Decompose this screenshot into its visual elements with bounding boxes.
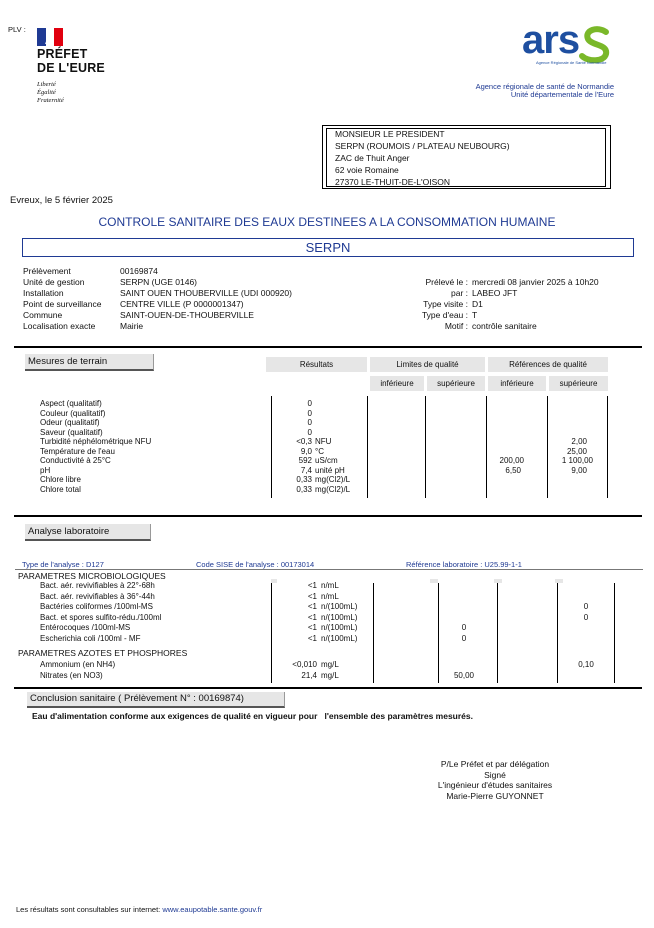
motto [37, 81, 64, 105]
recipient-address [335, 128, 510, 188]
param-ref-sup: 9,00 [571, 465, 587, 475]
param-unit: n/(100mL) [321, 623, 358, 632]
info-label: Type d'eau : [421, 310, 468, 320]
recipient-line: 27370 LE-THUIT-DE-L'OISON [335, 177, 450, 187]
signature-line: Marie-Pierre GUYONNET [446, 790, 544, 801]
terrain-col-refs: Références de qualité [488, 357, 608, 372]
marker [494, 579, 502, 583]
recipient-line: 62 voie Romaine [335, 165, 399, 175]
param-ref-sup: 0 [583, 602, 589, 611]
section-divider [14, 515, 642, 517]
info-value: SAINT-OUEN-DE-THOUBERVILLE [120, 310, 254, 320]
info-value: D1 [472, 299, 483, 309]
terrain-sub-lim-sup: supérieure [427, 376, 485, 391]
param-name: pH [40, 465, 51, 475]
param-name: Bact. aér. revivifiables à 22°-68h [40, 581, 155, 590]
info-value: mercredi 08 janvier 2025 à 10h20 [472, 277, 599, 287]
signature-line: L'ingénieur d'études sanitaires [437, 780, 553, 790]
terrain-col-results: Résultats [266, 357, 367, 372]
param-unit: n/mL [321, 581, 339, 590]
info-label: Type visite : [423, 299, 468, 309]
param-result: 7,4 [300, 465, 312, 475]
param-result: 0 [307, 408, 312, 418]
footer-link[interactable]: www.eaupotable.sante.gouv.fr [162, 905, 263, 914]
labo-col-rule [497, 583, 498, 683]
terrain-col-rule [425, 396, 426, 498]
param-result: 0 [307, 418, 312, 427]
param-lim-sup: 0 [461, 633, 467, 643]
info-value: CENTRE VILLE (P 0000001347) [120, 299, 244, 309]
param-name: Nitrates (en NO3) [40, 670, 103, 680]
param-result: 0 [307, 427, 312, 437]
terrain-section-title: Mesures de terrain [25, 354, 154, 371]
param-name: Saveur (qualitatif) [40, 427, 103, 437]
ars-logo-text: ars [522, 18, 580, 62]
param-ref-sup: 1 100,00 [561, 456, 593, 465]
agency-line1: Agence régionale de santé de Normandie [475, 82, 614, 91]
labo-group-title: PARAMETRES MICROBIOLOGIQUES [18, 571, 166, 581]
ars-logo [522, 18, 614, 72]
date-line: Evreux, le 5 février 2025 [10, 195, 113, 206]
conclusion-section-title: Conclusion sanitaire ( Prélèvement N° : 00169874) [27, 692, 285, 708]
footer-text: Les résultats sont consultables sur internet: [16, 905, 163, 914]
agency-line2: Unité départementale de l'Eure [510, 90, 614, 99]
param-result: <1 [307, 602, 317, 611]
info-label: Localisation exacte [23, 321, 96, 331]
info-value: SAINT OUEN THOUBERVILLE (UDI 000920) [120, 288, 292, 298]
motto-fraternite: Fraternité [37, 97, 64, 104]
conclusion-text: Eau d'alimentation conforme aux exigences de qualité en vigueur pour l'ensemble des paramètres mesurés. [32, 711, 473, 721]
info-value: LABEO JFT [472, 288, 518, 298]
terrain-col-rule [367, 396, 368, 498]
param-unit: mg(Cl2)/L [315, 484, 351, 494]
info-label: Commune [23, 310, 63, 320]
param-name: Bact. aér. revivifiables à 36°-44h [40, 591, 155, 601]
info-label: Installation [23, 288, 64, 298]
signature-line: Signé [484, 769, 506, 780]
labo-section-title: Analyse laboratoire [25, 524, 151, 541]
param-name: Température de l'eau [40, 446, 115, 456]
param-name: Bactéries coliformes /100ml-MS [40, 602, 153, 611]
param-name: Chlore total [40, 484, 81, 494]
param-result: 0,33 [296, 484, 312, 494]
labo-code-sise: Code SISE de l'analyse : 00173014 [196, 560, 315, 569]
info-value: contrôle sanitaire [472, 321, 537, 331]
param-result: <0,3 [296, 437, 312, 446]
param-unit: uS/cm [315, 456, 338, 465]
ars-swoosh-icon [578, 26, 612, 64]
terrain-sub-ref-inf: inférieure [488, 376, 546, 391]
param-result: 9,0 [300, 446, 312, 456]
page-subtitle: SERPN [22, 238, 634, 257]
param-unit: °C [315, 446, 324, 456]
param-result: 592 [298, 456, 312, 465]
recipient-line: SERPN (ROUMOIS / PLATEAU NEUBOURG) [335, 141, 510, 151]
labo-col-rule [373, 583, 374, 683]
info-value: 00169874 [120, 266, 158, 276]
page-title: CONTROLE SANITAIRE DES EAUX DESTINEES A LA CONSOMMATION HUMAINE [98, 215, 556, 229]
param-unit: n/mL [321, 591, 339, 601]
prefet-line2: DE L'EURE [37, 61, 105, 75]
param-name: Chlore libre [40, 475, 81, 484]
info-value: Mairie [120, 321, 144, 331]
param-name: Bact. et spores sulfito-rédu./100ml [40, 612, 162, 622]
motto-egalite: Égalité [37, 89, 56, 96]
param-unit: n/(100mL) [321, 602, 358, 611]
info-label: Prélèvement [23, 266, 71, 276]
param-name: Odeur (qualitatif) [40, 418, 100, 427]
param-unit: n/(100mL) [321, 633, 358, 643]
recipient-line: ZAC de Thuit Anger [335, 153, 410, 163]
terrain-sub-lim-inf: inférieure [370, 376, 424, 391]
param-ref-inf: 6,50 [505, 465, 521, 475]
section-divider [14, 687, 642, 689]
terrain-col-rule [607, 396, 608, 498]
param-unit: mg/L [321, 660, 339, 669]
param-name: Escherichia coli /100ml - MF [40, 633, 141, 643]
info-label: Point de surveillance [23, 299, 102, 309]
param-lim-sup: 50,00 [453, 670, 475, 680]
labo-type-analyse: Type de l'analyse : D127 [22, 560, 104, 569]
param-unit: NFU [315, 437, 332, 446]
param-result: 21,4 [301, 670, 317, 680]
param-name: Turbidité néphélométrique NFU [40, 437, 152, 446]
labo-rule [15, 569, 643, 570]
param-name: Ammonium (en NH4) [40, 660, 116, 669]
param-result: 0,33 [296, 475, 312, 484]
param-unit: unité pH [315, 465, 345, 475]
labo-col-rule [614, 583, 615, 683]
param-result: <1 [307, 591, 317, 601]
signature-line: P/Le Préfet et par délégation [440, 759, 550, 769]
param-result: <1 [307, 633, 317, 643]
param-result: <1 [307, 612, 317, 622]
param-result: <0,010 [292, 660, 317, 669]
param-name: Conductivité à 25°C [40, 456, 111, 465]
motto-liberte: Liberté [37, 81, 56, 88]
footer [16, 905, 262, 914]
labo-ref: Référence laboratoire : U25.99-1-1 [406, 560, 522, 569]
param-unit: mg(Cl2)/L [315, 475, 351, 484]
param-ref-sup: 25,00 [566, 446, 587, 456]
terrain-col-limits: Limites de qualité [370, 357, 485, 372]
prefet-line1: PRÉFET [37, 47, 88, 61]
param-name: Entérocoques /100ml-MS [40, 623, 131, 632]
recipient-box [322, 125, 611, 189]
info-label: par : [450, 288, 468, 298]
info-label: Unité de gestion [23, 277, 85, 287]
param-name: Aspect (qualitatif) [40, 399, 102, 408]
section-divider [14, 346, 642, 348]
recipient-line: MONSIEUR LE PRESIDENT [335, 129, 445, 139]
param-ref-sup: 0,10 [578, 660, 594, 669]
terrain-sub-ref-sup: supérieure [549, 376, 608, 391]
param-result: 0 [307, 399, 312, 408]
param-name: Couleur (qualitatif) [40, 408, 106, 418]
param-result: <1 [307, 623, 317, 632]
param-ref-inf: 200,00 [499, 456, 524, 465]
info-value: SERPN (UGE 0146) [120, 277, 197, 287]
signature-block [405, 759, 585, 801]
param-unit: n/(100mL) [321, 612, 358, 622]
terrain-col-rule [547, 396, 548, 498]
prefet-title [37, 47, 105, 75]
param-unit: mg/L [321, 670, 339, 680]
param-ref-sup: 0 [583, 612, 589, 622]
param-result: <1 [307, 581, 317, 590]
info-label: Motif : [444, 321, 468, 331]
marianne-flag-icon [37, 28, 63, 46]
marker [430, 579, 438, 583]
plv-label: PLV : [8, 25, 26, 34]
param-ref-sup: 2,00 [571, 437, 587, 446]
info-label: Prélevé le : [425, 277, 468, 287]
labo-group-title: PARAMETRES AZOTES ET PHOSPHORES [18, 648, 188, 658]
info-value: T [472, 310, 478, 320]
ars-logo-sub: Agence Régionale de Santé Normandie [536, 60, 607, 65]
terrain-col-rule [486, 396, 487, 498]
param-lim-sup: 0 [461, 623, 467, 632]
